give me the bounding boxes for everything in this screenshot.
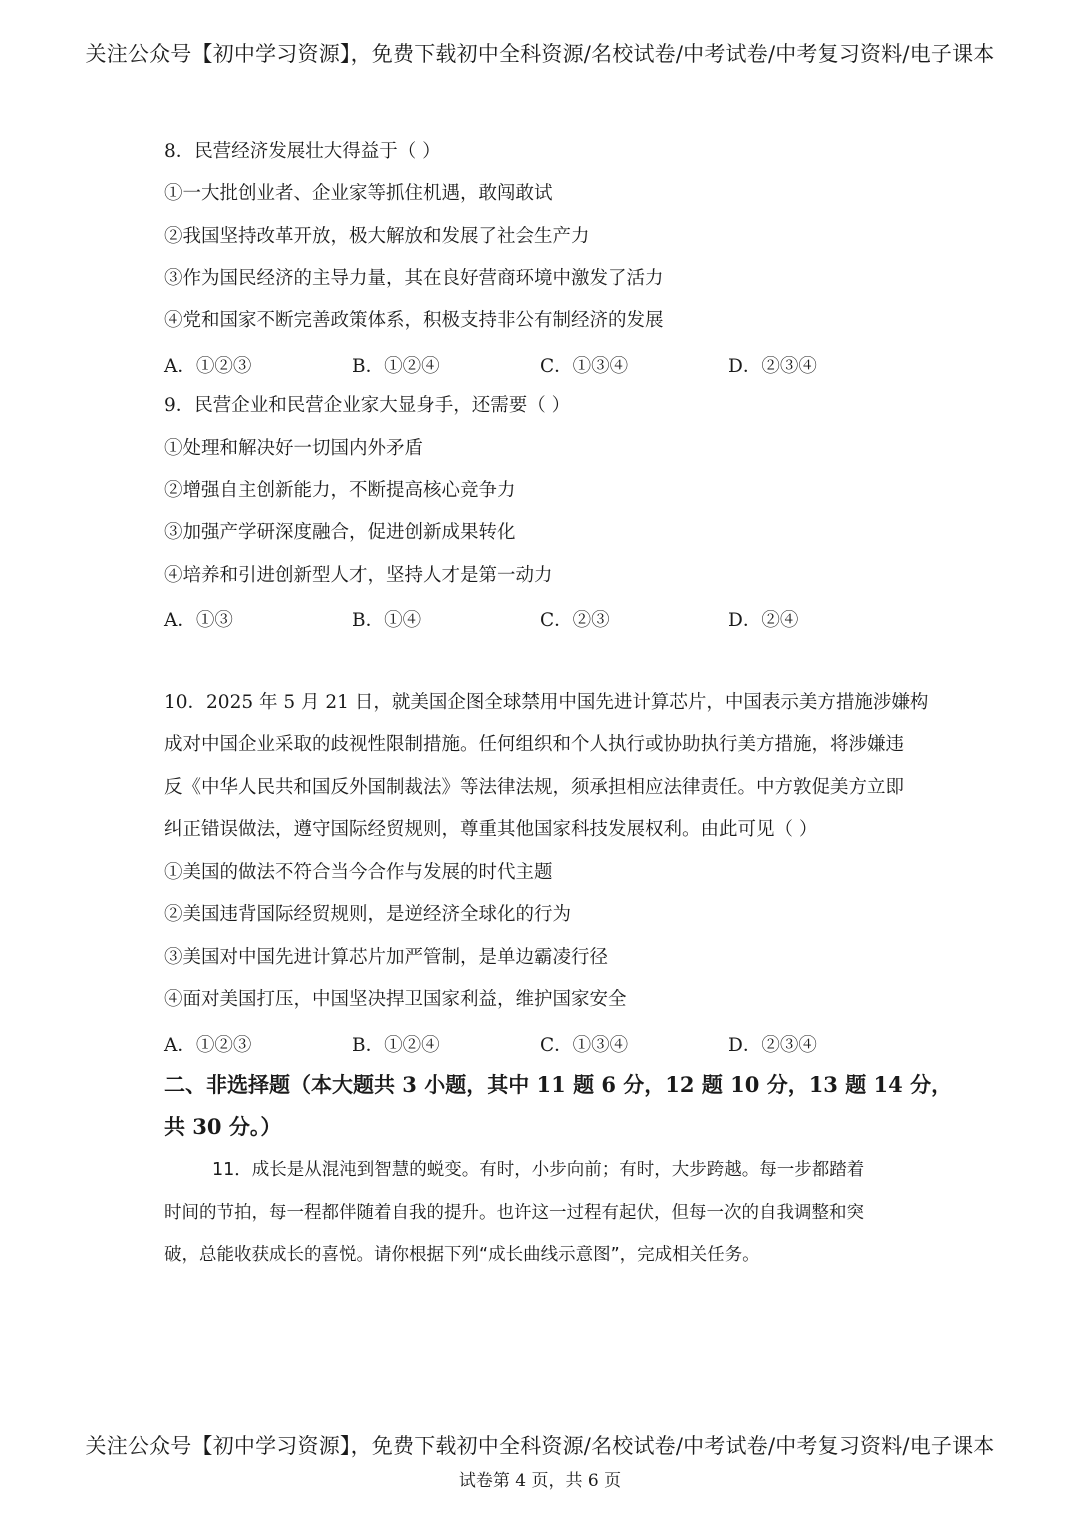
q10-item-2: ②美国违背国际经贸规则，是逆经济全球化的行为 [164,904,572,925]
q8-option-b[interactable]: B．①②④ [352,356,440,377]
q10-item-1: ①美国的做法不符合当今合作与发展的时代主题 [164,862,553,883]
q11-line-2: 时间的节拍，每一程都伴随着自我的提升。也许这一过程有起伏，但每一次的自我调整和突 [164,1203,864,1223]
q9-option-d[interactable]: D．②④ [728,610,799,631]
q8-item-1: ①一大批创业者、企业家等抓住机遇，敢闯敢试 [164,183,553,204]
q8-option-a[interactable]: A．①②③ [164,356,252,377]
q10-stem-line-2: 成对中国企业采取的歧视性限制措施。任何组织和个人执行或协助执行美方措施，将涉嫌违 [164,734,905,755]
q10-option-b[interactable]: B．①②④ [352,1035,440,1056]
q8-option-c[interactable]: C．①③④ [540,356,629,377]
q9-stem: 9．民营企业和民营企业家大显身手，还需要（ ） [164,395,571,416]
q9-option-b[interactable]: B．①④ [352,610,422,631]
q10-stem-line-4: 纠正错误做法，遵守国际经贸规则，尊重其他国家科技发展权利。由此可见（ ） [164,819,818,840]
q10-option-a[interactable]: A．①②③ [164,1035,252,1056]
q9-option-c[interactable]: C．②③ [540,610,610,631]
q8-options [164,352,924,376]
q8-stem: 8．民营经济发展壮大得益于（ ） [164,141,441,162]
section-2-heading-line-2: 共 30 分。） [164,1114,282,1139]
q10-option-c[interactable]: C．①③④ [540,1035,629,1056]
q9-options [164,606,924,630]
q11-line-1: 11．成长是从混沌到智慧的蜕变。有时，小步向前；有时，大步跨越。每一步都踏着 [212,1160,865,1180]
q10-item-3: ③美国对中国先进计算芯片加严管制，是单边霸凌行径 [164,947,609,968]
q10-stem-line-1: 10．2025 年 5 月 21 日，就美国企图全球禁用中国先进计算芯片，中国表示美方措施涉嫌构 [164,692,929,713]
q10-options [164,1031,924,1055]
q9-item-3: ③加强产学研深度融合，促进创新成果转化 [164,522,516,543]
q11-line-3: 破，总能收获成长的喜悦。请你根据下列“成长曲线示意图”，完成相关任务。 [164,1245,760,1265]
footer-banner: 关注公众号【初中学习资源】，免费下载初中全科资源/名校试卷/中考试卷/中考复习资料/电子课本 [85,1434,995,1458]
q9-item-2: ②增强自主创新能力，不断提高核心竞争力 [164,480,516,501]
q9-item-4: ④培养和引进创新型人才，坚持人才是第一动力 [164,565,553,586]
q10-stem-line-3: 反《中华人民共和国反外国制裁法》等法律法规，须承担相应法律责任。中方敦促美方立即 [164,777,905,798]
page-number: 试卷第 4 页，共 6 页 [458,1471,622,1491]
q9-option-a[interactable]: A．①③ [164,610,233,631]
q8-item-2: ②我国坚持改革开放，极大解放和发展了社会生产力 [164,226,590,247]
q10-item-4: ④面对美国打压，中国坚决捍卫国家利益，维护国家安全 [164,989,627,1010]
section-2-heading-line-1: 二、非选择题（本大题共 3 小题，其中 11 题 6 分，12 题 10 分，13 题 14 分， [164,1072,953,1097]
q8-item-3: ③作为国民经济的主导力量，其在良好营商环境中激发了活力 [164,268,664,289]
q8-item-4: ④党和国家不断完善政策体系，积极支持非公有制经济的发展 [164,310,664,331]
q9-item-1: ①处理和解决好一切国内外矛盾 [164,438,424,459]
q10-option-d[interactable]: D．②③④ [728,1035,817,1056]
header-banner: 关注公众号【初中学习资源】，免费下载初中全科资源/名校试卷/中考试卷/中考复习资料/电子课本 [85,42,995,66]
q8-option-d[interactable]: D．②③④ [728,356,817,377]
